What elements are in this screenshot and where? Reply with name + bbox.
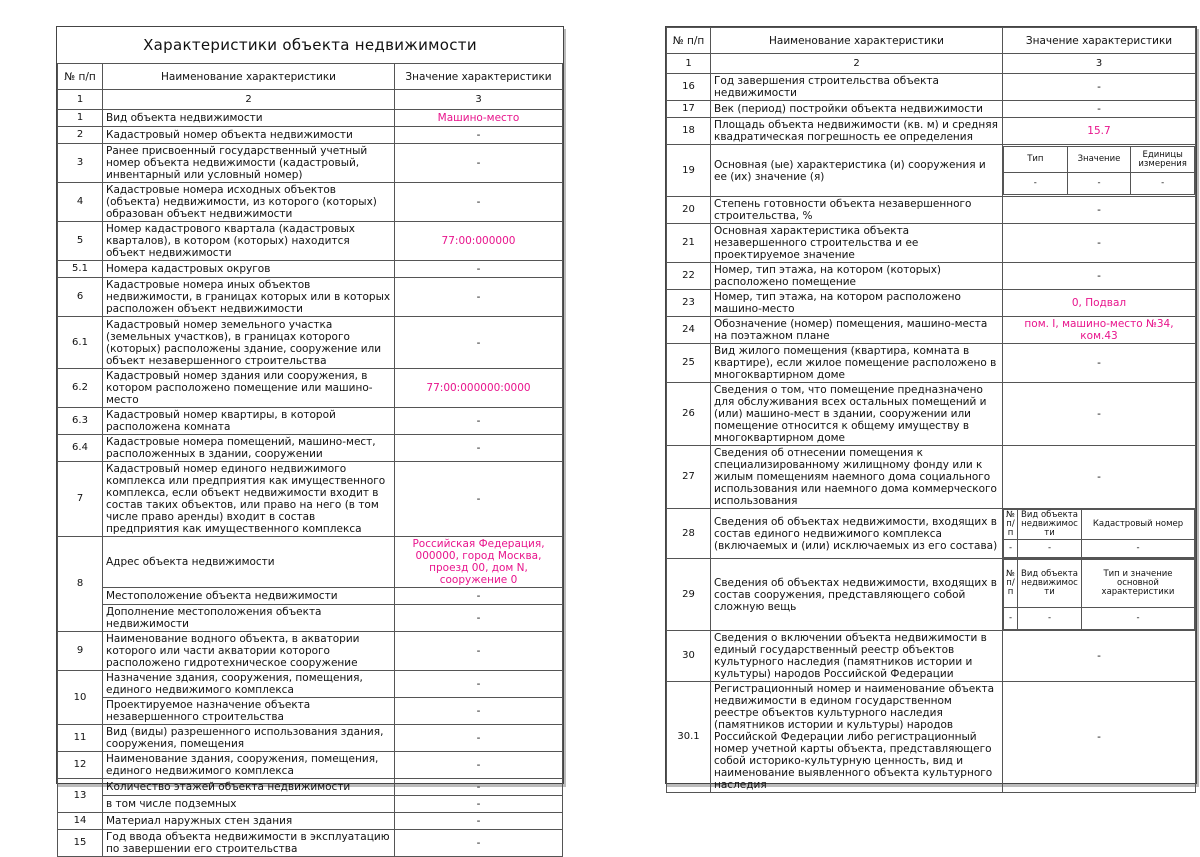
row-value: - xyxy=(395,605,563,632)
row-number: 10 xyxy=(58,671,103,725)
row-label: Сведения о том, что помещение предназначено для обслуживания всех остальных помещений и (или) машино-мест в здании, сооружении или помещение относится к общему имуществу в многоквартирном доме xyxy=(711,383,1003,446)
table-row xyxy=(667,631,1196,682)
nested-header: Тип xyxy=(1004,147,1068,173)
row-value: 15.7 xyxy=(1003,118,1196,145)
header-num: № п/п xyxy=(58,64,103,90)
header-name: Наименование характеристики xyxy=(711,28,1003,54)
table-row xyxy=(667,74,1196,101)
row-label: Материал наружных стен здания xyxy=(103,813,395,830)
column-number: 1 xyxy=(667,54,711,74)
row-value: - xyxy=(395,671,563,698)
table-row xyxy=(58,127,563,144)
row-value: 0, Подвал xyxy=(1003,290,1196,317)
characteristics-table-right xyxy=(666,27,1196,793)
row-label: Номер кадастрового квартала (кадастровых кварталов), в котором (которых) находится объект недвижимости xyxy=(103,222,395,261)
row-value: - xyxy=(1003,263,1196,290)
row-label: Основная характеристика объекта незавершенного строительства и ее проектируемое значение xyxy=(711,224,1003,263)
nested-table-19 xyxy=(1003,146,1195,195)
row-label: Номера кадастровых округов xyxy=(103,261,395,278)
nested-header: Вид объекта недвижимости xyxy=(1018,510,1082,540)
row-label: Сведения об объектах недвижимости, входящих в состав сооружения, представляющего собой сложную вещь xyxy=(711,559,1003,631)
row-value: - xyxy=(1003,344,1196,383)
row-label: Кадастровый номер единого недвижимого комплекса или предприятия как имущественного комплекса, если объект недвижимости входит в состав таких объектов, или право на него (в том числе право аренды) входит в состав предприятия как имущественного комплекса xyxy=(103,462,395,537)
row-label: Вид жилого помещения (квартира, комната в квартире), если жилое помещение расположено в многоквартирном доме xyxy=(711,344,1003,383)
nested-header: № п/п xyxy=(1004,560,1018,608)
row-value: - xyxy=(395,127,563,144)
nested-header: № п/п xyxy=(1004,510,1018,540)
row-value: - xyxy=(1003,383,1196,446)
nested-value: - xyxy=(1082,608,1195,630)
row-value: - xyxy=(395,813,563,830)
column-number: 3 xyxy=(1003,54,1196,74)
document-page-right xyxy=(665,26,1197,791)
row-label: Сведения о включении объекта недвижимости в единый государственный реестр объектов культурного наследия (памятников истории и культуры) народов Российской Федерации xyxy=(711,631,1003,682)
row-number: 30 xyxy=(667,631,711,682)
table-row xyxy=(58,144,563,183)
row-label: Кадастровые номера помещений, машино-мест, расположенных в здании, сооружении xyxy=(103,435,395,462)
row-label: в том числе подземных xyxy=(103,796,395,813)
nested-value: - xyxy=(1131,173,1195,195)
row-value: - xyxy=(1003,74,1196,101)
row-number: 5 xyxy=(58,222,103,261)
table-row xyxy=(58,222,563,261)
row-label: Сведения об отнесении помещения к специализированному жилищному фонду или к жилым помещениям наемного дома социального использования или наемного дома коммерческого использования xyxy=(711,446,1003,509)
table-row xyxy=(667,383,1196,446)
row-label: Адрес объекта недвижимости xyxy=(103,537,395,588)
row-number: 28 xyxy=(667,509,711,559)
right-rows-group xyxy=(667,74,1196,145)
row-value: - xyxy=(1003,224,1196,263)
row-label: Ранее присвоенный государственный учетный номер объекта недвижимости (кадастровый, инвентарный или условный номер) xyxy=(103,144,395,183)
row-number: 23 xyxy=(667,290,711,317)
right-rows-group xyxy=(667,197,1196,509)
nested-value: - xyxy=(1004,540,1018,558)
table-row xyxy=(58,278,563,317)
table-row xyxy=(667,682,1196,793)
row-label: Кадастровые номера иных объектов недвижимости, в границах которых или в которых расположен объект недвижимости xyxy=(103,278,395,317)
nested-value: - xyxy=(1018,540,1082,558)
row-label: Проектируемое назначение объекта незавершенного строительства xyxy=(103,698,395,725)
row-label: Сведения об объектах недвижимости, входящих в состав единого недвижимого комплекса (включаемых и (или) исключаемых из его состава) xyxy=(711,509,1003,559)
left-rows-group xyxy=(58,813,563,857)
row-value: - xyxy=(395,752,563,779)
row-value: - xyxy=(395,698,563,725)
row-value: 77:00:000000 xyxy=(395,222,563,261)
right-rows-group xyxy=(667,631,1196,793)
row-number: 6 xyxy=(58,278,103,317)
table-row xyxy=(58,725,563,752)
nested-value: - xyxy=(1004,173,1068,195)
row-number: 6.4 xyxy=(58,435,103,462)
table-row xyxy=(667,197,1196,224)
table-row xyxy=(667,118,1196,145)
row-value: - xyxy=(395,725,563,752)
table-row xyxy=(667,290,1196,317)
row-number: 6.3 xyxy=(58,408,103,435)
row-number: 13 xyxy=(58,779,103,813)
row-value: - xyxy=(395,796,563,813)
row-label: Год завершения строительства объекта недвижимости xyxy=(711,74,1003,101)
row-value: - xyxy=(395,408,563,435)
row-label: Номер, тип этажа, на котором (которых) расположено помещение xyxy=(711,263,1003,290)
table-row xyxy=(58,632,563,671)
row-number: 17 xyxy=(667,101,711,118)
row-label: Вид объекта недвижимости xyxy=(103,110,395,127)
nested-header: Значение xyxy=(1067,147,1131,173)
table-row xyxy=(58,462,563,537)
row-value: - xyxy=(395,278,563,317)
row-number: 20 xyxy=(667,197,711,224)
header-value: Значение характеристики xyxy=(1003,28,1196,54)
table-row xyxy=(667,344,1196,383)
row-value: - xyxy=(395,317,563,369)
row-label: Дополнение местоположения объекта недвижимости xyxy=(103,605,395,632)
row-value: - xyxy=(395,462,563,537)
column-number: 2 xyxy=(103,90,395,110)
row-number: 29 xyxy=(667,559,711,631)
row-label: Кадастровый номер здания или сооружения, в котором расположено помещение или машино-место xyxy=(103,369,395,408)
row-number: 5.1 xyxy=(58,261,103,278)
page-title: Характеристики объекта недвижимости xyxy=(58,27,563,64)
row-number: 30.1 xyxy=(667,682,711,793)
table-row xyxy=(58,261,563,278)
left-rows-group xyxy=(58,110,563,537)
nested-value: - xyxy=(1004,608,1018,630)
row-number: 16 xyxy=(667,74,711,101)
left-rows-group xyxy=(58,632,563,671)
row-number: 1 xyxy=(58,110,103,127)
row-value: пом. I, машино-место №34, ком.43 xyxy=(1003,317,1196,344)
row-value: - xyxy=(395,144,563,183)
row-number: 14 xyxy=(58,813,103,830)
table-row xyxy=(58,317,563,369)
header-name: Наименование характеристики xyxy=(103,64,395,90)
table-row xyxy=(667,317,1196,344)
nested-value: - xyxy=(1018,608,1082,630)
row-number: 11 xyxy=(58,725,103,752)
row-value: - xyxy=(1003,631,1196,682)
row-number: 8 xyxy=(58,537,103,632)
nested-table-cell xyxy=(1003,559,1196,631)
row-number: 7 xyxy=(58,462,103,537)
row-number: 9 xyxy=(58,632,103,671)
row-value: - xyxy=(395,779,563,796)
table-row xyxy=(58,369,563,408)
table-row xyxy=(58,752,563,779)
left-rows-group xyxy=(58,725,563,779)
table-row xyxy=(58,813,563,830)
table-row xyxy=(667,101,1196,118)
header-value: Значение характеристики xyxy=(395,64,563,90)
row-number: 18 xyxy=(667,118,711,145)
column-number: 3 xyxy=(395,90,563,110)
column-number: 1 xyxy=(58,90,103,110)
nested-table-28 xyxy=(1003,509,1195,558)
nested-header: Единицы измерения xyxy=(1131,147,1195,173)
row-label: Вид (виды) разрешенного использования здания, сооружения, помещения xyxy=(103,725,395,752)
header-num: № п/п xyxy=(667,28,711,54)
row-number: 2 xyxy=(58,127,103,144)
row-number: 12 xyxy=(58,752,103,779)
row-label: Наименование водного объекта, в акватории которого или части акватории которого расположено гидротехническое сооружение xyxy=(103,632,395,671)
table-row xyxy=(667,263,1196,290)
column-number: 2 xyxy=(711,54,1003,74)
row-label: Основная (ые) характеристика (и) сооружения и ее (их) значение (я) xyxy=(711,145,1003,197)
characteristics-table-left xyxy=(57,27,563,857)
row-number: 6.1 xyxy=(58,317,103,369)
nested-value: - xyxy=(1082,540,1195,558)
row-label: Площадь объекта недвижимости (кв. м) и средняя квадратическая погрешность ее определения xyxy=(711,118,1003,145)
row-value: Машино-место xyxy=(395,110,563,127)
table-row xyxy=(667,224,1196,263)
row-number: 3 xyxy=(58,144,103,183)
row-number: 24 xyxy=(667,317,711,344)
row-label: Век (период) постройки объекта недвижимости xyxy=(711,101,1003,118)
row-label: Наименование здания, сооружения, помещения, единого недвижимого комплекса xyxy=(103,752,395,779)
nested-table-cell xyxy=(1003,145,1196,197)
row-label: Кадастровый номер земельного участка (земельных участков), в границах которого (которых) расположены здание, сооружение или объект незавершенного строительства xyxy=(103,317,395,369)
nested-header: Вид объекта недвижимости xyxy=(1018,560,1082,608)
table-row xyxy=(58,408,563,435)
row-number: 15 xyxy=(58,830,103,857)
table-row xyxy=(58,435,563,462)
row-value: - xyxy=(395,261,563,278)
row-number: 26 xyxy=(667,383,711,446)
row-label: Кадастровый номер квартиры, в которой расположена комната xyxy=(103,408,395,435)
nested-value: - xyxy=(1067,173,1131,195)
row-value: - xyxy=(1003,682,1196,793)
row-value: - xyxy=(395,632,563,671)
table-row xyxy=(667,446,1196,509)
row-number: 4 xyxy=(58,183,103,222)
row-label: Регистрационный номер и наименование объекта недвижимости в едином государственном реестре объектов культурного наследия (памятников истории и культуры) народов Российской Федерации либо регистрационный номер учетной карты объекта, представляющего собой историко-культурную ценность, вид и наименование выявленного объекта культурного наследия xyxy=(711,682,1003,793)
row-number: 22 xyxy=(667,263,711,290)
nested-header: Тип и значение основной характеристики xyxy=(1082,560,1195,608)
row-value: - xyxy=(1003,197,1196,224)
row-value: - xyxy=(1003,446,1196,509)
row-label: Обозначение (номер) помещения, машино-места на поэтажном плане xyxy=(711,317,1003,344)
row-value: - xyxy=(1003,101,1196,118)
nested-table-cell xyxy=(1003,509,1196,559)
row-value: - xyxy=(395,435,563,462)
row-value: - xyxy=(395,588,563,605)
nested-table-29 xyxy=(1003,559,1195,630)
row-number: 25 xyxy=(667,344,711,383)
row-number: 27 xyxy=(667,446,711,509)
table-row xyxy=(58,110,563,127)
row-value: - xyxy=(395,183,563,222)
row-label: Местоположение объекта недвижимости xyxy=(103,588,395,605)
row-label: Количество этажей объекта недвижимости xyxy=(103,779,395,796)
table-row xyxy=(58,183,563,222)
table-row xyxy=(58,830,563,857)
row-label: Год ввода объекта недвижимости в эксплуатацию по завершении его строительства xyxy=(103,830,395,857)
row-value: 77:00:000000:0000 xyxy=(395,369,563,408)
address-value: Российская Федерация, 000000, город Москва, проезд 00, дом N, сооружение 0 xyxy=(395,537,563,588)
row-label: Степень готовности объекта незавершенного строительства, % xyxy=(711,197,1003,224)
nested-header: Кадастровый номер xyxy=(1082,510,1195,540)
row-label: Назначение здания, сооружения, помещения, единого недвижимого комплекса xyxy=(103,671,395,698)
document-page-left xyxy=(56,26,564,855)
row-value: - xyxy=(395,830,563,857)
row-label: Номер, тип этажа, на котором расположено машино-место xyxy=(711,290,1003,317)
row-number: 19 xyxy=(667,145,711,197)
row-label: Кадастровый номер объекта недвижимости xyxy=(103,127,395,144)
row-number: 6.2 xyxy=(58,369,103,408)
row-number: 21 xyxy=(667,224,711,263)
row-label: Кадастровые номера исходных объектов (объекта) недвижимости, из которого (которых) образован объект недвижимости xyxy=(103,183,395,222)
